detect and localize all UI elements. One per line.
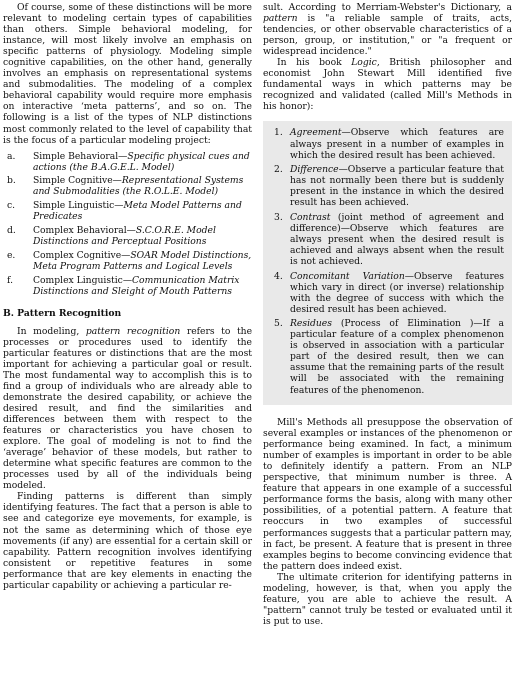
list-item: b. Simple Cognitive—Representational Systems and Submodalities (the R.O.L.E. Model) <box>7 175 244 198</box>
pattern-paragraph-1: In modeling, pattern recognition refers to the processes or procedures used to identify the particular features or distinctions that are the most important for achieving a particular goal or result. The most fundamental way to accomplish this is to find a group of individuals who are already able to demonstrate the desired capability, or achieve the desired result, and find the similarities and differences between them with respect to the features or characteristics you have chosen to explore. The goal of modeling is not to find the ‘average’ behavior of these models, but rather to determine what specific features are common to the processes used by all of the individuals being modeled. <box>3 325 253 492</box>
section-heading: B. Pattern Recognition <box>3 307 122 319</box>
right-column <box>263 2 512 627</box>
intro-paragraph: Of course, some of these distinctions will be more relevant to modeling certain types of capabilities than others. Simple behavioral modeling, for instance, will most likely involve an emphasis on specific patterns of physiology. Modeling simple cognitive capabilities, on the other hand, generally involves an emphasis on representational systems and submodalities. The modeling of a complex behavioral capability would require more emphasis on interactive ‘meta patterns’, and so on. The following is a list of the types of NLP distinctions most commonly related to the level of capability that is the focus of a particular modeling project: <box>3 2 252 146</box>
pattern-paragraph-2: Finding patterns is different than simply identifying features. The fact that a person is able to see and categorize eye movements, for example, is not the same as determining which of those eye movements (if any) are essential for a certain skill or capability. Pattern recognition involves identifying consistent or repetitive features in some performance that are key elements in enacting the particular capability or achieving a particular re- <box>3 491 252 591</box>
continuation-paragraph: sult. According to Merriam-Webster's Dictionary, a pattern is "a reliable sample of traits, acts, tendencies, or other observable characteristics of a person, group, or institution," or "a frequent or widespread incidence." <box>263 2 512 58</box>
capability-list <box>3 151 252 297</box>
mills-methods-box <box>263 121 512 405</box>
methods-paragraph-1: Mill's Methods all presuppose the observation of several examples or instances of the phenomenon or performance being examined. In fact, a minimum number of examples is important in order to be able to definitely identify a pattern. From an NLP perspective, that minimum number is three. A feature that appears in one example of a successful performance forms the basis, along with many other possibilities, of a potential pattern. A feature that reoccurs in two examples of successful performances suggests that a particular pattern may, in fact, be present. A feature that is present in three examples begins to become convincing evidence that the pattern does indeed exist. <box>263 417 512 572</box>
mills-methods-list <box>272 127 504 395</box>
list-item: 1. Agreement—Observe which features are always present in a number of examples in which the desired result has been achieved. <box>274 127 504 161</box>
list-item: c. Simple Linguistic—Meta Model Patterns and Predicates <box>7 200 242 223</box>
list-item: 3. Contrast (joint method of agreement and difference)—Observe which features are always present when the desired result is achieved and always absent when the result is not achieved. <box>274 211 504 267</box>
list-item: 5. Residues (Process of Elimination )—If a particular feature of a complex phenomenon is observed in association with a particular part of the desired result, then we can assume that the remaining parts of the result will be associated with the remaining features of the phenomenon. <box>274 318 504 396</box>
list-item: a. Simple Behavioral—Specific physical cues and actions (the B.A.G.E.L. Model) <box>7 150 250 173</box>
list-item: d. Complex Behavioral—S.C.O.R.E. Model Distinctions and Perceptual Positions <box>7 224 216 247</box>
mill-intro-paragraph: In his book Logic, British philosopher and economist John Stewart Mill identified five fundamental ways in which patterns may be recognized and validated (called Mill's Methods in his honor): <box>263 57 512 113</box>
list-item: 2. Difference—Observe a particular feature that has not normally been there but is suddenly present in the instance in which the desired result has been achieved. <box>274 164 504 209</box>
list-item: f. Complex Linguistic—Communication Matrix Distinctions and Sleight of Mouth Patterns <box>7 274 240 297</box>
left-column <box>3 2 252 591</box>
list-item: e. Complex Cognitive—SOAR Model Distinctions, Meta Program Patterns and Logical Levels <box>7 249 252 272</box>
list-item: 4. Concomitant Variation—Observe features which vary in direct (or inverse) relationship with the degree of success with which the desired result has been achieved. <box>274 270 504 315</box>
methods-paragraph-2: The ultimate criterion for identifying patterns in modeling, however, is that, when you apply the feature, you are able to achieve the result. A "pattern" cannot truly be tested or evaluated until it is put to use. <box>263 571 512 627</box>
